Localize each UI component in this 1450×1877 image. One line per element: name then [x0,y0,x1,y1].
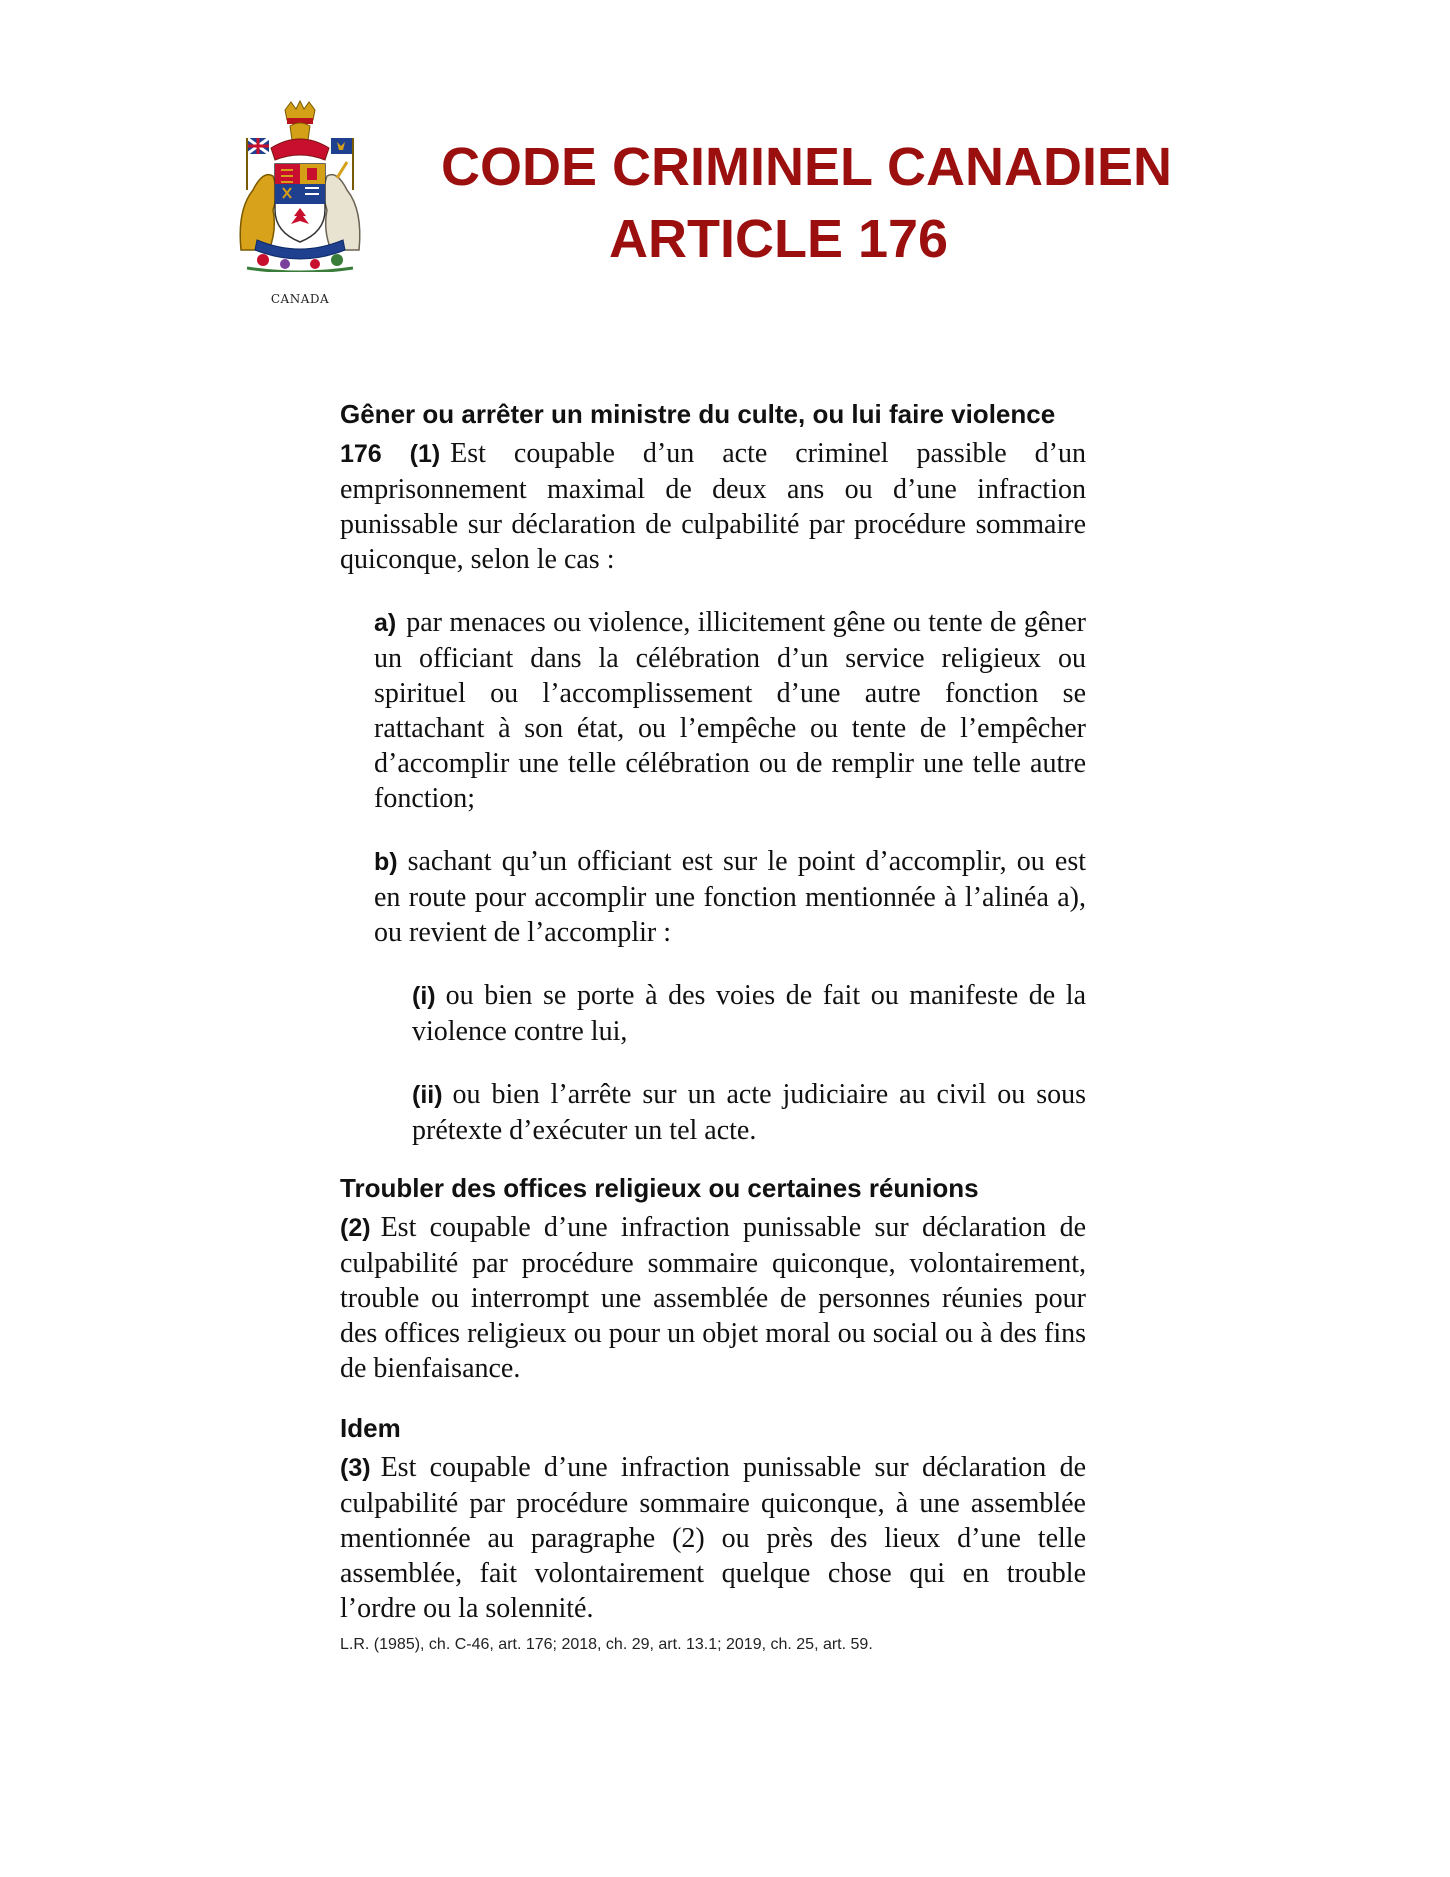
paragraph-2 [340,1210,1086,1386]
paragraph-number: (2) [340,1214,371,1242]
section-heading: Gêner ou arrêter un ministre du culte, ou lui faire violence [340,399,1056,429]
paragraph-number: (3) [340,1454,371,1482]
paragraph-text: par menaces ou violence, illicitement gêne ou tente de gêner un officiant dans la célébration d’un service religieux ou spirituel ou l’accomplissement d’une autre fonction se rattachant à son état, ou l’empêche ou tente de l’empêcher d’accomplir une telle célébration ou de remplir une telle autre fonction; [374,607,1086,814]
paragraph-text: sachant qu’un officiant est sur le point d’accomplir, ou est en route pour accomplir une fonction mentionnée à l’alinéa a), ou revient de l’accomplir : [374,846,1086,948]
paragraph-b [374,844,1086,950]
paragraph-text: Est coupable d’une infraction punissable sur déclaration de culpabilité par procédure sommaire quiconque, volontairement, trouble ou interrompt une assemblée de personnes réunies pour des offices religieux ou pour un objet moral ou social ou à des fins de bienfaisance. [340,1212,1086,1384]
legislative-history: L.R. (1985), ch. C-46, art. 176; 2018, ch. 29, art. 13.1; 2019, ch. 25, art. 59. [340,1636,873,1653]
paragraph-text: Est coupable d’une infraction punissable sur déclaration de culpabilité par procédure sommaire quiconque, à une assemblée mentionnée au paragraphe (2) ou près des lieux d’une telle assemblée, fait volontairement quelque chose qui en trouble l’ordre ou la solennité. [340,1452,1086,1624]
paragraph-a [374,605,1086,816]
paragraph-label: a) [374,609,397,637]
section-heading: Idem [340,1413,401,1443]
document-title: CODE CRIMINEL CANADIEN [441,137,1173,197]
paragraph-text: ou bien l’arrête sur un acte judiciaire au civil ou sous prétexte d’exécuter un tel acte. [412,1079,1086,1146]
paragraph-3 [340,1450,1086,1626]
paragraph-label: b) [374,848,398,876]
paragraph-1 [340,436,1086,577]
paragraph-label: (ii) [412,1081,443,1109]
article-body [340,398,1086,1656]
paragraph-label: (i) [412,982,436,1010]
crest-caption: CANADA [270,292,330,306]
paragraph-i [412,978,1086,1049]
paragraph-ii [412,1077,1086,1148]
coat-of-arms-icon [233,100,367,272]
section-heading: Troubler des offices religieux ou certaines réunions [340,1173,979,1203]
paragraph-number: 176 (1) [340,440,441,468]
paragraph-text: ou bien se porte à des voies de fait ou manifeste de la violence contre lui, [412,980,1086,1047]
article-title: ARTICLE 176 [609,209,949,269]
paragraph-text: Est coupable d’un acte criminel passible d’un emprisonnement maximal de deux ans ou d’une infraction punissable sur déclaration de culpabilité par procédure sommaire quiconque, selon le cas : [340,438,1086,575]
